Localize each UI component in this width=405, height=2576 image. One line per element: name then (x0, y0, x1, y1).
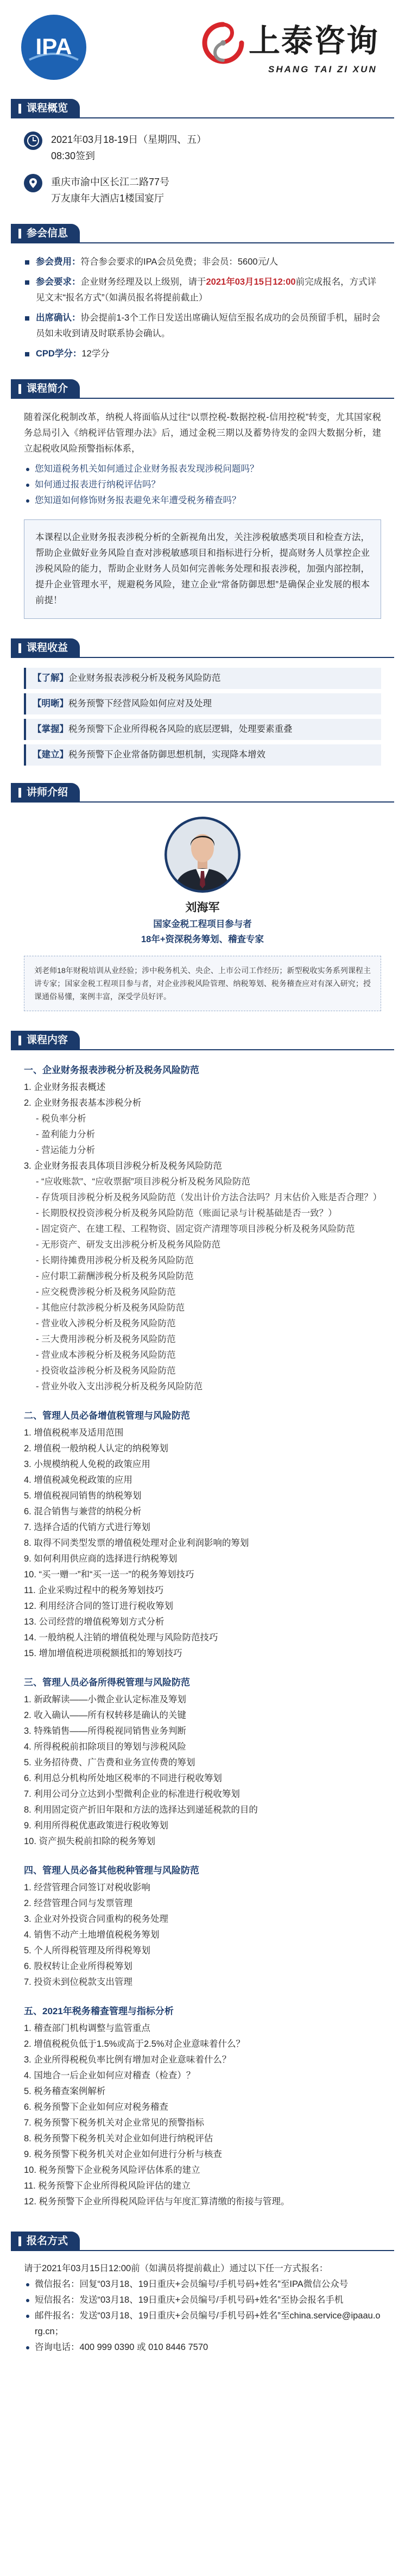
outline-subitem: - 税负率分析 (36, 1114, 86, 1124)
outline-subitem: - 存货项目涉税分析及税务风险防范（发出计价方法合法吗？月末估价入账是否合理？） (36, 1193, 382, 1202)
outline-item: 9. 如何利用供应商的选择进行纳税筹划 (24, 1554, 178, 1564)
overview-block (24, 131, 381, 206)
outline-subitem: - 固定资产、在建工程、工程物资、固定资产清理等项目涉税分析及税务风险防范 (36, 1224, 355, 1234)
register-method (24, 2308, 381, 2340)
benefit-tag: 【明晰】 (33, 699, 68, 709)
tab-marker (18, 2236, 21, 2246)
section-title: 讲师介绍 (27, 787, 68, 798)
outline-item: 10. “买一赠一”和“买一送一”的税务筹划技巧 (24, 1570, 194, 1580)
main-content (0, 99, 405, 2355)
section-title: 报名方式 (27, 2235, 68, 2247)
section-lecturer-bar (11, 783, 394, 803)
section-tab (11, 1031, 80, 1050)
info-item (24, 274, 381, 306)
section-title: 参会信息 (27, 228, 68, 239)
module-heading: 五、2021年税务稽查管理与指标分析 (24, 2006, 174, 2016)
info-label: 参会要求： (36, 277, 81, 287)
section-tab (11, 2232, 80, 2251)
checkin-time: 08:30签到 (51, 151, 96, 161)
address-line-1: 重庆市渝中区长江二路77号 (51, 177, 170, 187)
outline-item: 11. 企业采购过程中的税务筹划技巧 (24, 1585, 164, 1595)
lecturer-photo (164, 817, 241, 893)
attend-info-list (24, 254, 381, 362)
brand-name-cn: 上泰咨询 (249, 23, 379, 59)
benefit-tag: 【建立】 (33, 750, 68, 760)
register-method-text: 微信报名：回复“03月18、19日重庆+会员编号/手机号码+姓名”至IPA微信公众号 (35, 2279, 349, 2289)
outline-subitem: - 营业成本涉税分析及税务风险防范 (36, 1350, 176, 1360)
outline-item: 10. 税务预警下企业税务风险评估体系的建立 (24, 2165, 200, 2175)
outline-subitem: - 投资收益涉税分析及税务风险防范 (36, 1366, 176, 1376)
outline-item: 4. 销售不动产土地增值税税务筹划 (24, 1930, 160, 1940)
outline-item: 6. 利用总分机构所处地区税率的不同进行税收筹划 (24, 1773, 222, 1783)
outline-item: 10. 资产损失税前扣除的税务筹划 (24, 1837, 156, 1846)
info-text: 协会提前1-3个工作日发送出席确认短信至报名成功的会员预留手机，届时会员如未收到请及时联系协会确认。 (36, 313, 381, 339)
section-benefits-bar (11, 638, 394, 658)
outline-subitem: - 盈利能力分析 (36, 1130, 96, 1139)
outline-item: 12. 税务预警下企业所得税风险评估与年度汇算清缴的衔接与管理。 (24, 2197, 290, 2207)
outline-item: 13. 公司经营的增值税筹划方式分析 (24, 1617, 164, 1627)
outline-item: 4. 国地合一后企业如何应对稽查（检查）？ (24, 2071, 195, 2080)
info-label: 参会费用： (36, 257, 81, 267)
outline-item: 4. 所得税税前扣除项目的筹划与涉税风险 (24, 1742, 186, 1752)
info-item (24, 346, 381, 362)
benefit-item (24, 668, 381, 689)
bullet-dot-icon (26, 2299, 29, 2302)
outline-subitem: - 营业收入涉税分析及税务风险防范 (36, 1319, 176, 1328)
outline-item: 2. 经营管理合同与发票管理 (24, 1898, 132, 1908)
register-method-text: 短信报名：发送“03月18、19日重庆+会员编号/手机号码+姓名”至协会报名手机 (35, 2295, 344, 2305)
info-deadline: 2021年03月15日12:00 (206, 277, 296, 287)
bullet-dot-icon (26, 2346, 29, 2349)
module-heading: 二、管理人员必备增值税管理与风险防范 (24, 1411, 190, 1421)
outline-item: 3. 小规模纳税人免税的政策应用 (24, 1459, 150, 1469)
square-bullet-icon (25, 352, 29, 356)
outline-subitem: - 应交税费涉税分析及税务风险防范 (36, 1287, 176, 1297)
outline-item: 3. 企业财务报表具体项目涉税分析及税务风险防范 (24, 1161, 222, 1171)
lecturer-bio: 刘老师18年财税培训从业经验；涉中税务机关、央企、上市公司工作经历；新型税收实务系列课程主讲专家；国家金税工程项目参与者，对企业涉税风险管理、纳税筹划、税务稽查应对有深入研究；授课通俗易懂，案例丰富，深受学员好评。 (24, 956, 381, 1011)
outline-item: 6. 股权转让企业所得税筹划 (24, 1961, 132, 1971)
register-method-list (24, 2277, 381, 2355)
tab-marker (18, 788, 21, 798)
outline-item: 9. 税务预警下税务机关对企业如何进行分析与核查 (24, 2149, 222, 2159)
info-label: CPD学分： (36, 349, 82, 359)
outline-item: 2. 增值税一般纳税人认定的纳税筹划 (24, 1444, 168, 1453)
outline-item: 7. 投资未到位税款支出管理 (24, 1977, 132, 1987)
outline-item: 3. 企业所得税税负率比例有增加对企业意味着什么？ (24, 2055, 231, 2065)
outline-item: 2. 收入确认——所有权转移是确认的关键 (24, 1710, 186, 1720)
outline-item: 14. 一般纳税人注销的增值税处理与风险防范技巧 (24, 1633, 218, 1643)
info-text: 前完成报名，方式详见文末“报名方式”（如满员报名将提前截止） (36, 277, 377, 303)
tab-marker (18, 384, 21, 394)
bullet-dot-icon (26, 468, 29, 471)
outline-subitem: - 长期待摊费用涉税分析及税务风险防范 (36, 1256, 194, 1265)
info-label: 出席确认： (36, 313, 81, 323)
module-heading: 三、管理人员必备所得税管理与风险防范 (24, 1677, 190, 1688)
square-bullet-icon (25, 316, 29, 321)
outline-subitem: - 营运能力分析 (36, 1145, 96, 1155)
info-text: 企业财务经理及以上级别，请于 (80, 277, 206, 287)
outline-item: 1. 企业财务报表概述 (24, 1082, 106, 1092)
outline-item: 1. 新政解读——小微企业认定标准及筹划 (24, 1695, 186, 1704)
benefit-text: 税务预警下经营风险如何应对及处理 (68, 699, 212, 709)
benefit-item (24, 693, 381, 714)
section-tab (11, 638, 80, 658)
benefit-text: 税务预警下企业所得税各风险的底层逻辑，处理要素重叠 (68, 724, 293, 734)
outline-item: 3. 企业对外投资合同重构的税务处理 (24, 1914, 168, 1924)
intro-question (24, 461, 381, 477)
outline-item: 2. 增值税税负低于1.5%或高于2.5%对企业意味着什么？ (24, 2039, 245, 2049)
section-tab (11, 379, 80, 399)
register-method-text: 邮件报名：发送“03月18、19日重庆+会员编号/手机号码+姓名”至china.service@ipaau.org.cn； (35, 2311, 381, 2336)
section-tab (11, 783, 80, 803)
outline-item: 7. 选择合适的代销方式进行筹划 (24, 1522, 150, 1532)
intro-question (24, 477, 381, 493)
section-attend-bar (11, 224, 394, 243)
benefit-list (24, 668, 381, 766)
outline-subitem: - 三大费用涉税分析及税务风险防范 (36, 1334, 176, 1344)
outline-item: 9. 利用所得税优惠政策进行税收筹划 (24, 1821, 168, 1831)
location-row (24, 174, 381, 206)
outline-item: 2. 企业财务报表基本涉税分析 (24, 1098, 142, 1108)
outline-item: 4. 增值税减免税政策的应用 (24, 1475, 132, 1485)
register-intro: 请于2021年03月15日12:00前（如满员将提前截止）通过以下任一方式报名： (24, 2264, 328, 2273)
info-item (24, 254, 381, 270)
outline-subitem: - 无形资产、研发支出涉税分析及税务风险防范 (36, 1240, 221, 1250)
register-method (24, 2340, 381, 2355)
question-text: 如何通过报表进行纳税评估吗？ (35, 480, 160, 490)
benefit-tag: 【掌握】 (33, 724, 68, 734)
outline-item: 11. 税务预警下企业所得税风险评估的建立 (24, 2181, 191, 2191)
course-module (24, 1062, 381, 1395)
register-method (24, 2292, 381, 2308)
info-item (24, 310, 381, 342)
outline-subitem: - 营业外收入支出涉税分析及税务风险防范 (36, 1382, 203, 1392)
outline-item: 1. 增值税税率及适用范围 (24, 1428, 124, 1438)
outline-subitem: - “应收账款”、“应收票据”项目涉税分析及税务风险防范 (36, 1177, 251, 1187)
outline-subitem: - 长期股权投资涉税分析及税务风险防范（账面记录与计税基础是否一致？） (36, 1208, 337, 1218)
outline-item: 15. 增加增值税进项税额抵扣的筹划技巧 (24, 1649, 182, 1658)
outline-item: 7. 税务预警下税务机关对企业常见的预警指标 (24, 2118, 204, 2128)
lecturer-name: 刘海军 (185, 901, 220, 914)
swirl-logo-icon (202, 22, 244, 64)
outline-item: 8. 税务预警下税务机关对企业如何进行纳税评估 (24, 2134, 213, 2143)
section-course-bar (11, 1031, 394, 1050)
lecturer-photo-wrap (24, 817, 381, 893)
section-intro-bar (11, 379, 394, 399)
tab-marker (18, 643, 21, 653)
benefit-item (24, 719, 381, 740)
course-module (24, 1675, 381, 1850)
outline-item: 6. 混合销售与兼营的纳税分析 (24, 1507, 142, 1516)
square-bullet-icon (25, 280, 29, 285)
outline-item: 12. 利用经济合同的签订进行税收筹划 (24, 1601, 174, 1611)
outline-item: 5. 业务招待费、广告费和业务宣传费的筹划 (24, 1758, 195, 1768)
section-title: 课程内容 (27, 1035, 68, 1046)
outline-subitem: - 其他应付款涉税分析及税务风险防范 (36, 1303, 185, 1313)
lecturer-expertise: 18年+资深税务筹划、稽查专家 (141, 935, 264, 944)
section-title: 课程简介 (27, 383, 68, 394)
event-date: 2021年03月18-19日（星期四、五） (51, 134, 207, 145)
benefit-text: 企业财务报表涉税分析及税务风险防范 (68, 673, 221, 683)
tab-marker (18, 229, 21, 239)
address-line-2: 万友康年大酒店1楼国宴厅 (51, 193, 164, 204)
lecturer-role: 国家金税工程项目参与者 (153, 919, 252, 929)
benefit-text: 税务预警下企业常备防御思想机制，实现降本增效 (68, 750, 265, 760)
outline-item: 3. 特殊销售——所得税视同销售业务判断 (24, 1726, 186, 1736)
info-text: 12学分 (81, 349, 110, 359)
module-heading: 一、企业财务报表涉税分析及税务风险防范 (24, 1065, 199, 1075)
question-text: 您知道如何修饰财务报表避免来年遭受税务稽查吗？ (35, 496, 241, 505)
outline-item: 8. 利用固定资产折旧年限和方法的选择达到递延税款的目的 (24, 1805, 258, 1815)
section-title: 课程概览 (27, 103, 68, 114)
intro-summary-box: 本课程以企业财务报表涉税分析的全新视角出发，关注涉税敏感类项目和检查方法，帮助企业做好业务风险自查对涉税敏感项目和指标进行分析，提高财务人员掌控企业涉税风险的能力，帮助企业财务人员如何完善帐务处理和报表涉税，加强内部控制，提升企业管理水平，规避税务风险，建立企业“常备防御思想”是确保企业发展的根本前提！ (24, 519, 381, 619)
register-method-text: 咨询电话：400 999 0390 或 010 8446 7570 (35, 2342, 208, 2352)
register-method (24, 2277, 381, 2292)
info-text: 符合参会要求的IPA会员免费；非会员：5600元/人 (80, 257, 279, 267)
outline-item: 1. 经营管理合同签订对税收影响 (24, 1883, 150, 1892)
benefit-tag: 【了解】 (33, 673, 68, 683)
outline-item: 5. 个人所得税管理及所得税筹划 (24, 1946, 150, 1955)
intro-question-list (24, 461, 381, 509)
outline-item: 6. 税务预警下企业如何应对税务稽查 (24, 2102, 168, 2112)
date-row (24, 131, 381, 164)
ipa-logo-text: IPA (35, 34, 72, 59)
outline-item: 5. 税务稽查案例解析 (24, 2086, 106, 2096)
outline-item: 1. 稽查部门机构调整与监管重点 (24, 2023, 150, 2033)
register-block (24, 2261, 381, 2355)
question-text: 您知道税务机关如何通过企业财务报表发现涉税问题吗？ (35, 464, 259, 474)
brand-logo (202, 20, 390, 80)
course-outline (24, 1062, 381, 2210)
bullet-dot-icon (26, 499, 29, 503)
outline-item: 8. 取得不同类型发票的增值税处理对企业利润影响的筹划 (24, 1538, 249, 1548)
outline-item: 7. 利用公司分立达到小型微利企业的标准进行税收筹划 (24, 1789, 240, 1799)
bullet-dot-icon (26, 484, 29, 487)
ipa-logo (21, 14, 87, 80)
header (0, 0, 405, 92)
intro-paragraph: 随着深化税制改革，纳税人将面临从过往“以票控税-数据控税-信用控税”转变，尤其国家税务总局引入《纳税评估管理办法》后，通过金税三期以及蓄势待发的金四大数据分析，建立起税收风险预警指标体系， (24, 412, 381, 454)
intro-question (24, 493, 381, 509)
module-heading: 四、管理人员必备其他税种管理与风险防范 (24, 1865, 199, 1876)
location-pin-icon (24, 174, 42, 192)
outline-subitem: - 应付职工薪酬涉税分析及税务风险防范 (36, 1271, 194, 1281)
tab-marker (18, 1036, 21, 1045)
tab-marker (18, 104, 21, 114)
square-bullet-icon (25, 260, 29, 265)
bullet-dot-icon (26, 2283, 29, 2286)
clock-icon (24, 131, 42, 150)
section-tab (11, 99, 80, 118)
section-title: 课程收益 (27, 642, 68, 654)
outline-item: 5. 增值税视同销售的纳税筹划 (24, 1491, 142, 1501)
section-overview-bar (11, 99, 394, 118)
bullet-dot-icon (26, 2315, 29, 2318)
brand-name-en: SHANG TAI ZI XUN (268, 64, 377, 74)
course-module (24, 1408, 381, 1662)
benefit-item (24, 744, 381, 766)
course-module (24, 1863, 381, 1990)
section-tab (11, 224, 80, 243)
section-register-bar (11, 2232, 394, 2251)
course-module (24, 2003, 381, 2210)
